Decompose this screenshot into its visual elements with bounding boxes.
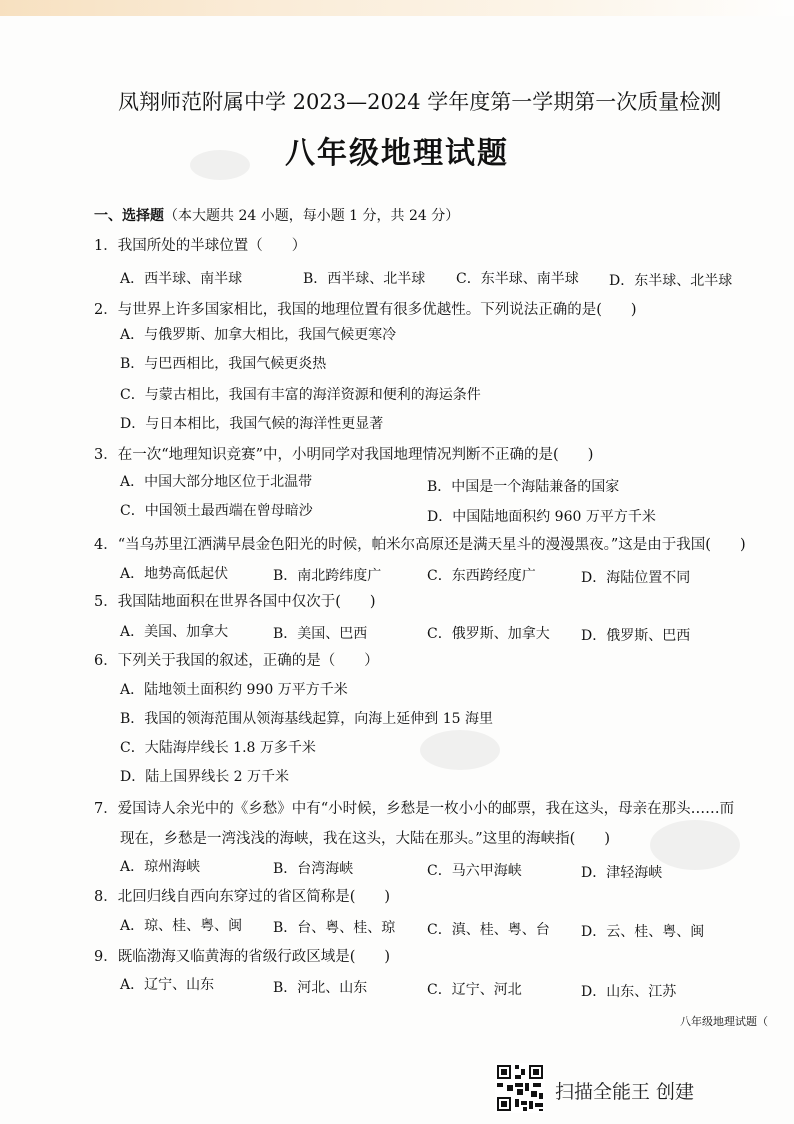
option-8d: D．云、桂、粤、闽 <box>581 924 705 940</box>
option-6d: D．陆上国界线长 2 万千米 <box>120 769 290 785</box>
scan-smudge <box>420 730 500 770</box>
option-4c: C．东西跨经度广 <box>427 568 536 584</box>
option-6b: B．我国的领海范围从领海基线起算，向海上延伸到 15 海里 <box>120 711 494 727</box>
option-1b: B．西半球、北半球 <box>303 271 426 287</box>
page-footer-label: 八年级地理试题（ <box>680 1015 768 1028</box>
question-7-continued: 现在，乡愁是一湾浅浅的海峡，我在这头，大陆在那头。”这里的海峡指( ) <box>120 831 610 847</box>
question-2: 2．与世界上许多国家相比，我国的地理位置有很多优越性。下列说法正确的是( ) <box>94 302 637 318</box>
question-7: 7．爱国诗人余光中的《乡愁》中有“小时候，乡愁是一枚小小的邮票，我在这头，母亲在那头……而 <box>94 801 735 817</box>
paper-edge-stain <box>0 0 794 16</box>
option-9b: B．河北、山东 <box>273 980 368 996</box>
option-8a: A．琼、桂、粤、闽 <box>120 918 243 934</box>
scan-smudge <box>650 820 740 870</box>
option-2c: C．与蒙古相比，我国有丰富的海洋资源和便利的海运条件 <box>120 387 481 403</box>
option-7b: B．台湾海峡 <box>273 861 354 877</box>
question-9: 9．既临渤海又临黄海的省级行政区域是( ) <box>94 949 391 965</box>
option-2d: D．与日本相比，我国气候的海洋性更显著 <box>120 416 384 432</box>
option-9a: A．辽宁、山东 <box>120 977 215 993</box>
qr-code-icon <box>495 1063 545 1113</box>
question-5: 5．我国陆地面积在世界各国中仅次于( ) <box>94 594 376 610</box>
option-9d: D．山东、江苏 <box>581 984 677 1000</box>
question-4: 4．“当乌苏里江洒满早晨金色阳光的时候，帕米尔高原还是满天星斗的漫漫黑夜。”这是由于我国( ) <box>94 537 746 553</box>
option-7d: D．津轻海峡 <box>581 865 663 881</box>
option-4a: A．地势高低起伏 <box>120 566 229 582</box>
scanner-watermark: 扫描全能王 创建 <box>555 1081 695 1103</box>
option-3c: C．中国领土最西端在曾母暗沙 <box>120 503 313 519</box>
school-header: 凤翔师范附属中学 2023—2024 学年度第一学期第一次质量检测 <box>118 90 722 114</box>
option-3d: D．中国陆地面积约 960 万平方千米 <box>427 509 656 525</box>
option-5b: B．美国、巴西 <box>273 626 368 642</box>
question-6: 6．下列关于我国的叙述，正确的是（ ） <box>94 653 379 669</box>
section-label: 一、选择题 <box>94 208 164 224</box>
section-heading <box>94 205 459 225</box>
option-8c: C．滇、桂、粤、台 <box>427 922 550 938</box>
option-1a: A．西半球、南半球 <box>120 271 243 287</box>
option-9c: C．辽宁、河北 <box>427 982 522 998</box>
option-1c: C．东半球、南半球 <box>456 271 579 287</box>
option-3b: B．中国是一个海陆兼备的国家 <box>427 479 620 495</box>
option-8b: B．台、粤、桂、琼 <box>273 920 396 936</box>
option-1d: D．东半球、北半球 <box>609 273 733 289</box>
option-6a: A．陆地领土面积约 990 万平方千米 <box>120 682 348 698</box>
option-5a: A．美国、加拿大 <box>120 624 229 640</box>
option-2a: A．与俄罗斯、加拿大相比，我国气候更寒冷 <box>120 327 397 343</box>
option-7c: C．马六甲海峡 <box>427 863 522 879</box>
option-5c: C．俄罗斯、加拿大 <box>427 626 550 642</box>
option-6c: C．大陆海岸线长 1.8 万多千米 <box>120 740 316 756</box>
option-3a: A．中国大部分地区位于北温带 <box>120 474 313 490</box>
page-title: 八年级地理试题 <box>285 136 509 171</box>
option-2b: B．与巴西相比，我国气候更炎热 <box>120 356 327 372</box>
section-note: （本大题共 24 小题，每小题 1 分，共 24 分） <box>164 208 460 224</box>
question-8: 8．北回归线自西向东穿过的省区简称是( ) <box>94 889 391 905</box>
question-3: 3．在一次“地理知识竞赛”中，小明同学对我国地理情况判断不正确的是( ) <box>94 447 594 463</box>
option-4d: D．海陆位置不同 <box>581 570 691 586</box>
option-7a: A．琼州海峡 <box>120 859 201 875</box>
option-5d: D．俄罗斯、巴西 <box>581 628 691 644</box>
question-1: 1．我国所处的半球位置（ ） <box>94 238 307 254</box>
option-4b: B．南北跨纬度广 <box>273 568 382 584</box>
